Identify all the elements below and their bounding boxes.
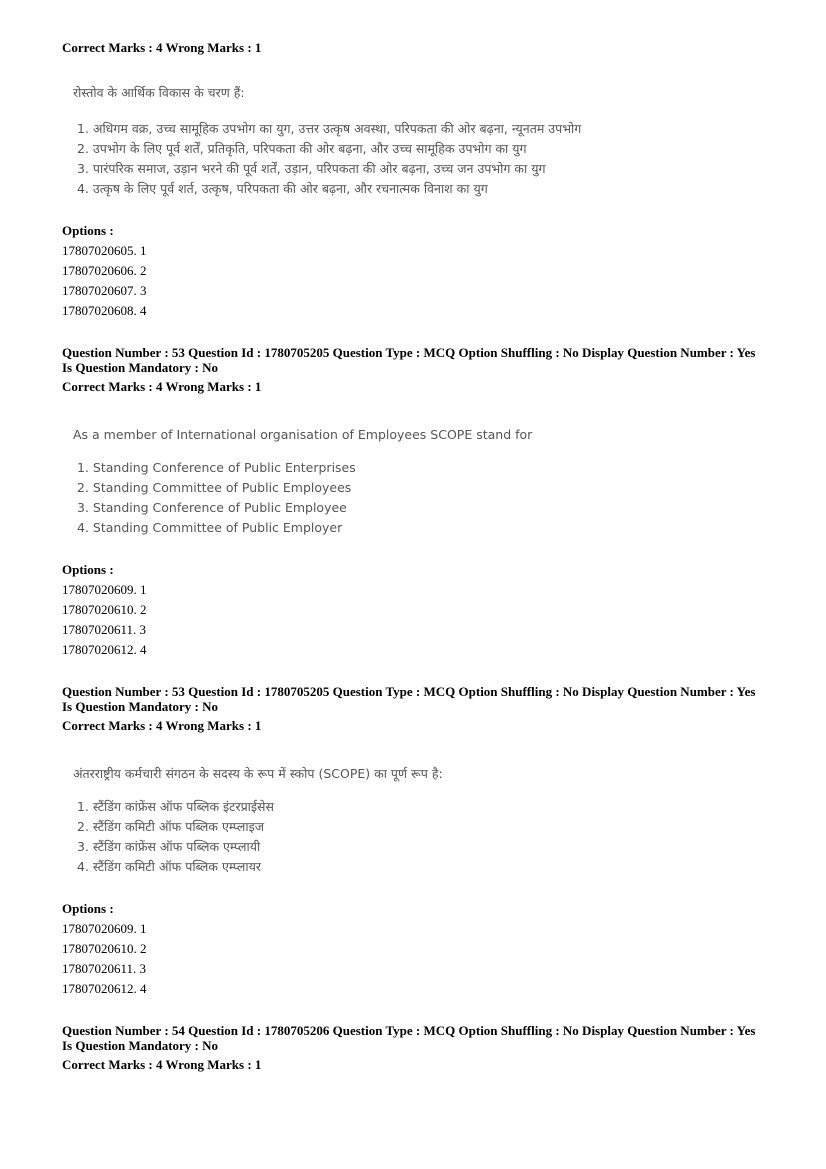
- question-option: 1. स्टैंडिंग कांफ्रेंस ऑफ पब्लिक इंटरप्राईसेस: [77, 799, 274, 814]
- question-option: 4. Standing Committee of Public Employer: [77, 520, 343, 535]
- mandatory-line: Is Question Mandatory : No: [62, 1038, 219, 1053]
- question-stem: रोस्तोव के आर्थिक विकास के चरण हैं:: [73, 85, 245, 100]
- marks-line: Correct Marks : 4 Wrong Marks : 1: [62, 718, 262, 733]
- question-stem: अंतरराष्ट्रीय कर्मचारी संगठन के सदस्य के रूप में स्कोप (SCOPE) का पूर्ण रूप है:: [73, 766, 443, 781]
- option-id: 17807020608. 4: [62, 303, 147, 318]
- options-label: Options :: [62, 562, 114, 577]
- question-option: 4. उत्कृष के लिए पूर्व शर्त, उत्कृष, परिपकता की ओर बढ़ना, और रचनात्मक विनाश का युग: [77, 181, 488, 196]
- mandatory-line: Is Question Mandatory : No: [62, 699, 219, 714]
- option-id: 17807020606. 2: [62, 263, 147, 278]
- question-option: 4. स्टैंडिंग कमिटी ऑफ पब्लिक एम्प्लायर: [77, 859, 261, 874]
- question-option: 1. Standing Conference of Public Enterprises: [77, 460, 356, 475]
- option-id: 17807020610. 2: [62, 602, 147, 617]
- marks-line: Correct Marks : 4 Wrong Marks : 1: [62, 379, 262, 394]
- option-id: 17807020610. 2: [62, 941, 147, 956]
- option-id: 17807020611. 3: [62, 622, 147, 637]
- question-option: 2. स्टैंडिंग कमिटी ऑफ पब्लिक एम्प्लाइज: [77, 819, 265, 834]
- option-id: 17807020609. 1: [62, 582, 147, 597]
- option-id: 17807020612. 4: [62, 642, 147, 657]
- option-id: 17807020607. 3: [62, 283, 147, 298]
- options-label: Options :: [62, 901, 114, 916]
- question-option: 3. स्टैंडिंग कांफ्रेंस ऑफ पब्लिक एम्प्लायी: [77, 839, 261, 854]
- question-header: Question Number : 53 Question Id : 1780705205 Question Type : MCQ Option Shuffling : No Display Question Number : Yes: [62, 684, 756, 699]
- option-id: 17807020611. 3: [62, 961, 147, 976]
- question-header: Question Number : 54 Question Id : 1780705206 Question Type : MCQ Option Shuffling : No Display Question Number : Yes: [62, 1023, 756, 1038]
- marks-line: Correct Marks : 4 Wrong Marks : 1: [62, 1057, 262, 1072]
- question-header: Question Number : 53 Question Id : 1780705205 Question Type : MCQ Option Shuffling : No Display Question Number : Yes: [62, 345, 756, 360]
- marks-line: Correct Marks : 4 Wrong Marks : 1: [62, 40, 262, 55]
- question-option: 2. उपभोग के लिए पूर्व शर्तें, प्रतिकृति, परिपकता की ओर बढ़ना, और उच्च सामूहिक उपभोग का युग: [77, 141, 527, 156]
- question-option: 3. Standing Conference of Public Employee: [77, 500, 347, 515]
- option-id: 17807020612. 4: [62, 981, 147, 996]
- question-option: 2. Standing Committee of Public Employees: [77, 480, 352, 495]
- question-stem: As a member of International organisation of Employees SCOPE stand for: [73, 427, 533, 442]
- question-option: 1. अधिगम वक्र, उच्च सामूहिक उपभोग का युग, उत्तर उत्कृष अवस्था, परिपकता की ओर बढ़ना, न्यूनतम उपभोग: [77, 121, 582, 136]
- options-label: Options :: [62, 223, 114, 238]
- mandatory-line: Is Question Mandatory : No: [62, 360, 219, 375]
- question-option: 3. पारंपरिक समाज, उड़ान भरने की पूर्व शर्तें, उड़ान, परिपकता की ओर बढ़ना, उच्च जन उपभोग का युग: [77, 161, 546, 176]
- option-id: 17807020605. 1: [62, 243, 147, 258]
- option-id: 17807020609. 1: [62, 921, 147, 936]
